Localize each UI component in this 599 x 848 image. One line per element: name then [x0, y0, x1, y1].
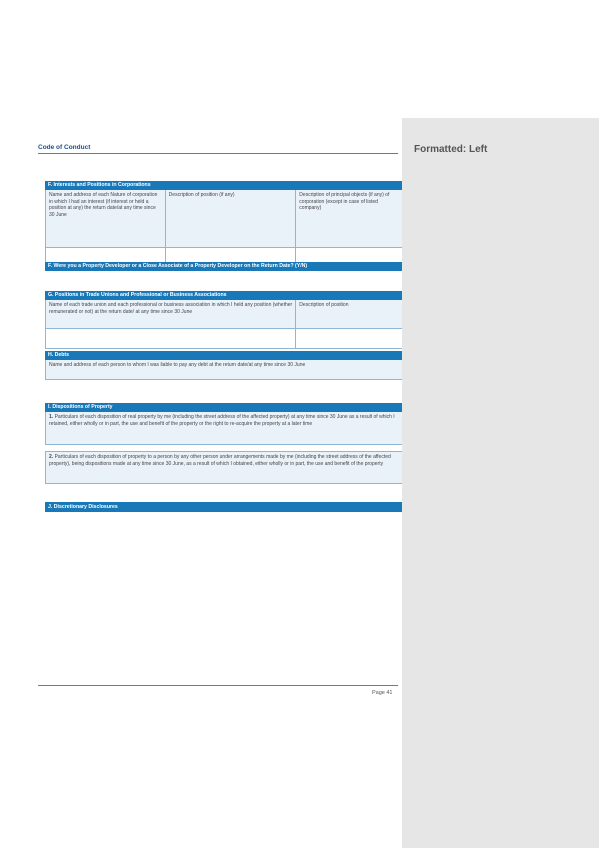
section-i-item-1	[45, 412, 403, 445]
section-g-col1: Name of each trade union and each professional or business association in which I held any position (whether remunerated or not) at the return date/ at any time since 30 June	[46, 300, 296, 329]
section-g-title: G. Positions in Trade Unions and Professional or Business Associations	[45, 291, 403, 300]
comment-balloon-area[interactable]	[402, 118, 599, 848]
section-j	[45, 502, 403, 512]
section-i-item-2-text: Particulars of each disposition of property to a person by any other person under arrangements made by me (including the street address of the affected property), being dispositions made at any time since 30 June, as a result of which I obtained, either wholly or in part, the use and benefit of the property	[49, 454, 391, 467]
section-h-title: H. Debts	[45, 351, 403, 360]
section-i	[45, 403, 403, 484]
page-number: Page 41	[372, 690, 393, 696]
section-i-item-1-text: Particulars of each disposition of real property by me (including the street address of the affected property) at any time since 30 June as a result of which I retained, either wholly or in part, the use and benefit of the property or the right to re-acquire the property at a later time	[49, 414, 395, 427]
page-header-title: Code of Conduct	[38, 144, 91, 151]
section-g-header-row	[45, 300, 403, 329]
section-g-entry-cell-2[interactable]	[296, 329, 403, 349]
section-f-header-row	[45, 190, 403, 248]
section-g-entry-cell-1[interactable]	[46, 329, 296, 349]
section-f-col1: Name and address of each Nature of corporation in which I had an interest (if interest or held a position at any) the return date/at any time since 30 June	[46, 190, 166, 248]
section-g-entry-row	[45, 329, 403, 349]
footer-rule	[38, 685, 398, 686]
header-rule	[38, 153, 398, 154]
section-i-item-2	[45, 451, 403, 484]
section-g	[45, 291, 403, 349]
section-h	[45, 351, 403, 380]
comment-format-label: Formatted: Left	[414, 144, 488, 155]
section-i-item-2-number: 2.	[49, 454, 54, 460]
section-f-col2: Description of position (if any)	[166, 190, 297, 248]
section-j-title: J. Discretionary Disclosures	[45, 502, 403, 512]
section-f-title: F. Interests and Positions in Corporations	[45, 181, 403, 190]
section-i-item-1-number: 1.	[49, 414, 54, 420]
section-h-text: Name and address of each person to whom I was liable to pay any debt at the return date/at any time since 30 June	[45, 360, 403, 380]
section-f2	[45, 262, 403, 271]
section-g-col2: Description of position	[296, 300, 403, 329]
section-f	[45, 181, 403, 267]
section-f-col3: Description of principal objects (if any) of corporation (except in case of listed company)	[296, 190, 403, 248]
section-i-title: I. Dispositions of Property	[45, 403, 403, 412]
section-f2-title: F. Were you a Property Developer or a Close Associate of a Property Developer on the Return Date? (Y/N)	[45, 262, 403, 271]
comment-pane	[402, 0, 599, 848]
